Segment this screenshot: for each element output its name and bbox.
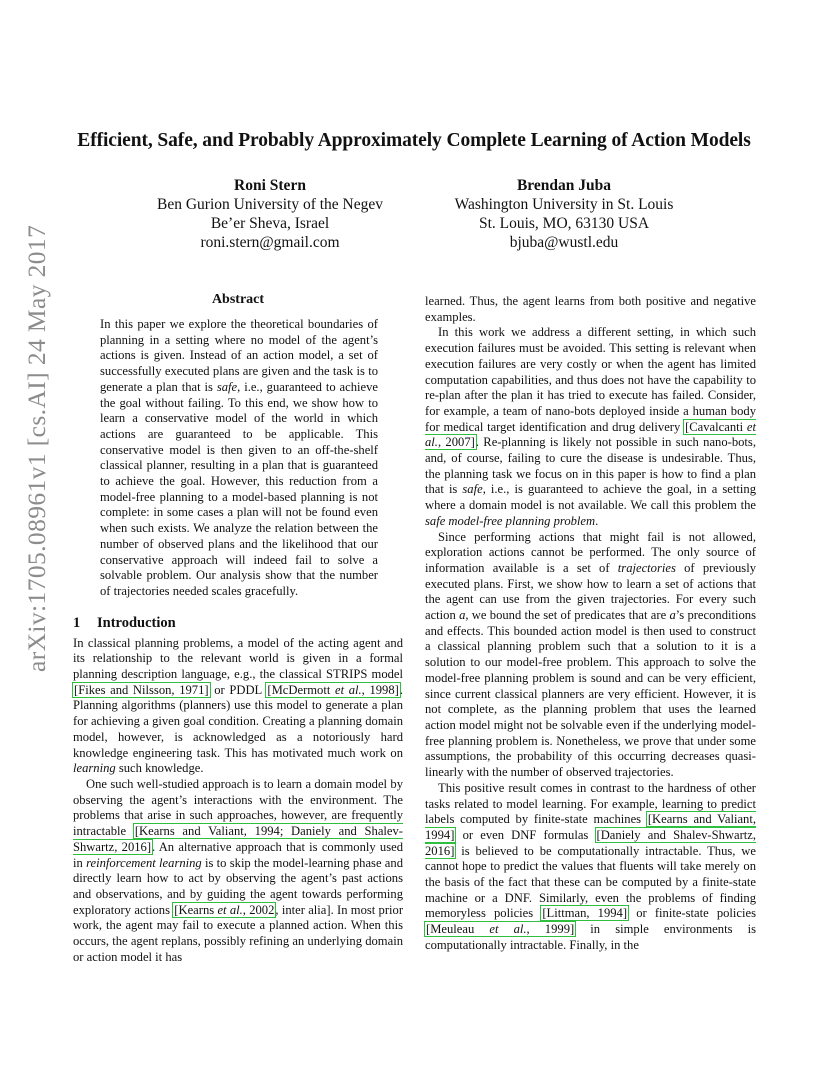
author-block [130,176,410,252]
citation-link[interactable]: [Cavalcanti et al., 2007] [425,419,756,450]
left-column [73,292,403,965]
paper-title: Efficient, Safe, and Probably Approximately Complete Learning of Action Models [77,130,751,151]
citation-link[interactable]: [McDermott et al., 1998] [267,682,399,697]
body-paragraph: Since performing actions that might fail is not allowed, exploration actions cannot be performed. The only source of information available is a set of trajectories of previously executed plans. First, we show how to learn a set of actions that the agent can use from the given trajectories. For every such action a, we bound the set of predicates that are a’s preconditions and effects. This bounded action model is then used to construct a classical planning problem such that a solution to it is a solution to our model-free problem. This approach to solve the model-free planning problem is sound and can be very efficient, since current classical planners are very efficient. However, it is not complete, as the planning problem that uses the learned action model might not be solvable even if the underlying model-free planning problem is. Nonetheless, we prove that under some assumptions, the probability of this occurring decreases quasi-linearly with the number of observed trajectories. [425,529,756,780]
citation-link[interactable]: [Kearns and Valiant, 1994] [425,812,756,842]
author-address: Be’er Sheva, Israel [210,215,330,232]
body-paragraph: This positive result comes in contrast to the hardness of other tasks related to model learning. For example, learning to predict labels computed by finite-state machines [Kearns and Valiant, 1994] or even DNF formulas [Daniely and Shalev-Shwartz, 2016] is believed to be computationally intractable. Thus, we cannot hope to predict the values that fluents will take merely on the basis of the fact that these can be computed by a finite-state machine or a DNF. Similarly, even the problems of finding memoryless policies [Littman, 1994] or finite-state policies [Meuleau et al., 1999] in simple environments is computationally intractable. Finally, in the [425,780,757,952]
author-affiliation: Ben Gurion University of the Negev [157,196,383,213]
citation-link[interactable]: [Kearns et al., 2002 [174,902,275,917]
intro-paragraph: One such well-studied approach is to learn a domain model by observing the agent’s interactions with the environment. The problems that arise in such approaches, however, are frequently intractable [Kearns and Valiant, 1994; Daniely and Shalev-Shwartz, 2016]. An alternative approach that is commonly used in reinforcement learning is to skip the model-learning phase and directly learn how to act by observing the agent’s past actions and observations, and by guiding the agent towards performing exploratory actions [Kearns et al., 2002, inter alia]. In most prior work, the agent may fail to execute a planned action. When this occurs, the agent replans, possibly refining an underlying domain or action model it has [73,776,404,964]
abstract-heading: Abstract [211,292,265,307]
citation-link[interactable]: [Littman, 1994] [542,906,628,921]
continued-paragraph: learned. Thus, the agent learns from both positive and negative examples. [425,294,756,324]
author-address: St. Louis, MO, 63130 USA [478,215,650,232]
author-block [414,176,714,252]
author-email: bjuba@wustl.edu [509,234,619,251]
author-name: Roni Stern [234,177,306,194]
section-title: Introduction [97,614,176,631]
arxiv-stamp: arXiv:1705.08961v1 [cs.AI] 24 May 2017 [22,224,51,672]
author-email: roni.stern@gmail.com [200,234,340,251]
author-name: Brendan Juba [516,177,612,194]
body-paragraph: In this work we address a different setting, in which such execution failures must be avoided. This setting is relevant when execution failures are very costly or when the agent has limited computation capabilities, and thus does not have the capability to re-plan after the plan it has tried to execute has failed. Consider, for example, a team of nano-bots deployed inside a human body for medical target identification and drug delivery [Cavalcanti et al., 2007]. Re-planning is likely not possible in such nano-bots, and, of course, failing to cure the disease is undesirable. Thus, the planning task we focus on in this paper is how to find a plan that is safe, i.e., is guaranteed to achieve the goal, in a setting where a domain model is not available. We call this problem the safe model-free planning problem. [425,325,756,528]
citation-link[interactable]: [Daniely and Shalev-Shwartz, 2016] [425,827,757,858]
section-heading [73,614,403,632]
citation-link[interactable]: [Fikes and Nilsson, 1971] [74,682,209,697]
citation-link[interactable]: [Kearns and Valiant, 1994; Daniely and Shalev-Shwartz, 2016] [73,824,403,854]
intro-paragraph: In classical planning problems, a model of the acting agent and its relationship to the relevant world is given in a formal planning description language, e.g., the classical STRIPS model [Fikes and Nilsson, 1971] or PDDL [McDermott et al., 1998]. Planning algorithms (planners) use this model to generate a plan for achieving a given goal condition. Creating a planning domain model, however, is acknowledged as a notoriously hard knowledge engineering task. This has motivated much work on learning such knowledge. [73,635,403,776]
author-affiliation: Washington University in St. Louis [454,196,674,213]
section-number: 1 [73,614,81,631]
citation-link[interactable]: [Meuleau et al., 1999] [426,922,575,937]
right-column [425,294,756,954]
abstract-body: In this paper we explore the theoretical boundaries of planning in a setting where no model of the agent’s actions is given. Instead of an action model, a set of successfully executed plans are given and the task is to generate a plan that is safe, i.e., guaranteed to achieve the goal without failing. To this end, we show how to learn a conservative model of the world in which actions are guaranteed to be applicable. This conservative model is then given to an off-the-shelf classical planner, resulting in a plan that is guaranteed to achieve the goal. However, this reduction from a model-free planning to a model-based planning is not complete: in some cases a plan will not be found even when such exists. We analyze the relation between the number of observed plans and the likelihood that our conservative approach will indeed fail to solve a solvable problem. Our analysis show that the number of trajectories needed scales gracefully. [100,317,378,598]
